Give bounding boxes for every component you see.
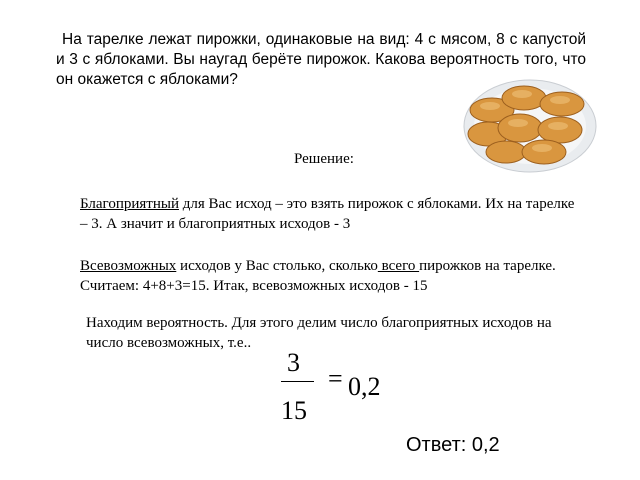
favorable-text: для Вас исход – это взять пирожок с яблоками. Их на тарелке – 3. А значит и благоприятных исходов - 3 bbox=[80, 196, 575, 232]
total-text-rest: пирожков на тарелке. Считаем: 4+8+3=15. Итак, всевозможных исходов - 15 bbox=[80, 258, 556, 294]
fraction-denominator: 15 bbox=[281, 396, 307, 425]
total-term: Всевозможных bbox=[80, 258, 177, 274]
answer-text: Ответ: 0,2 bbox=[406, 434, 500, 456]
probability-paragraph: Находим вероятность. Для этого делим число благоприятных исходов на число всевозможных, т.е.. bbox=[86, 315, 552, 351]
total-underlined-word: всего bbox=[377, 258, 420, 274]
problem-statement: На тарелке лежат пирожки, одинаковые на вид: 4 с мясом, 8 с капустой и 3 с яблоками. Вы наугад берёте пирожок. Какова вероятность того, что он окажется с яблоками? bbox=[56, 31, 586, 88]
favorable-term: Благоприятный bbox=[80, 196, 179, 212]
fraction-result: 0,2 bbox=[348, 372, 381, 401]
total-outcomes-paragraph bbox=[80, 256, 610, 296]
solution-label: Решение: bbox=[294, 151, 354, 167]
fraction-numerator: 3 bbox=[287, 348, 300, 377]
fraction-bar bbox=[281, 381, 314, 382]
equals-sign: = bbox=[328, 364, 343, 393]
favorable-outcome-paragraph bbox=[80, 194, 580, 234]
total-text-middle: исходов у Вас столько, сколько bbox=[176, 258, 378, 274]
plate-of-pies-icon bbox=[462, 72, 598, 174]
